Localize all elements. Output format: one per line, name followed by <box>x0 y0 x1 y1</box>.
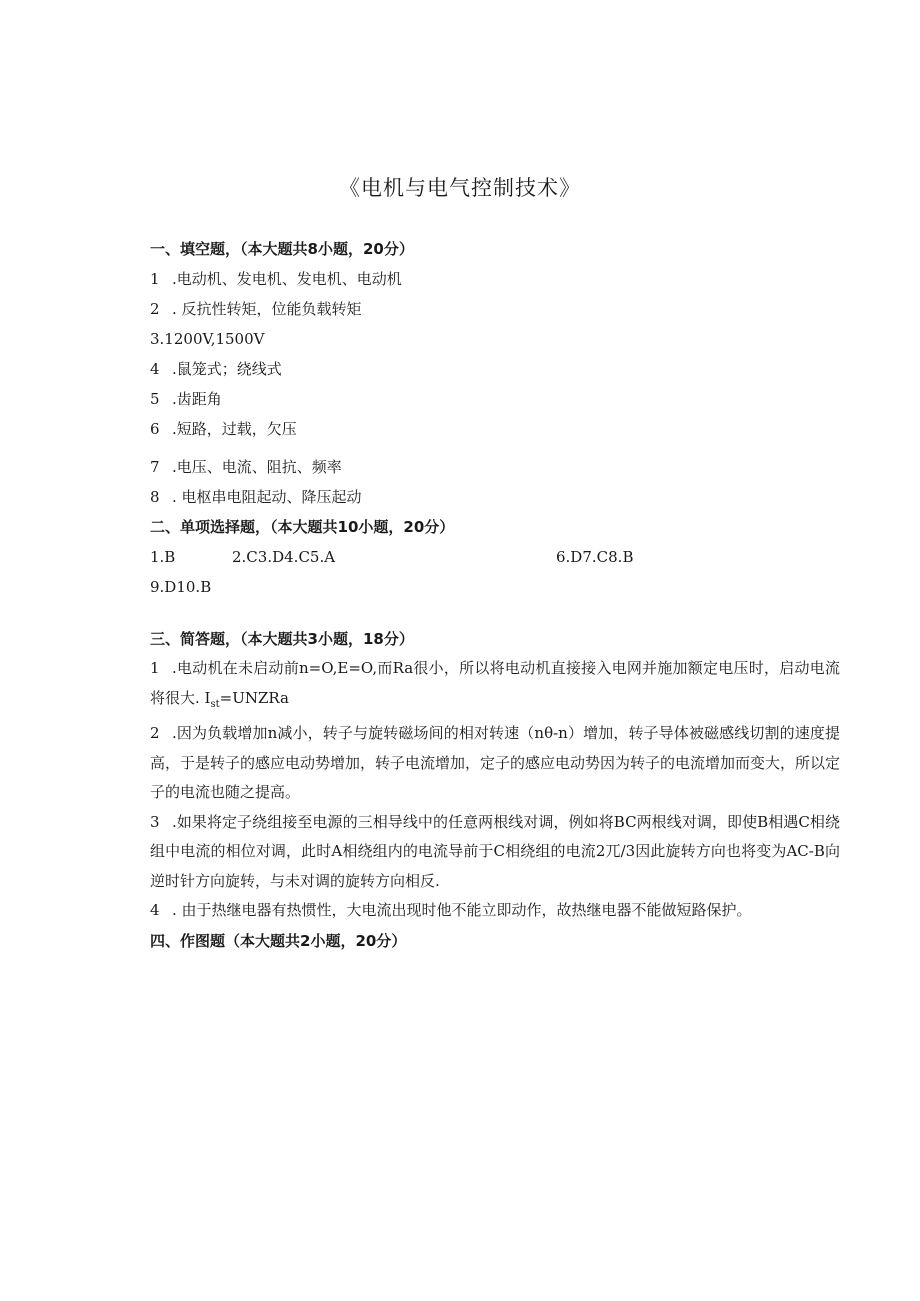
item-text: .因为负载增加n减小，转子与旋转磁场间的相对转速（nθ-n）增加，转子导体被磁感线切割的速度提高，于是转子的感应电动势增加，转子电流增加，定子的感应电动势因为转子的电流增加而变大，所以定子的电流也随之提高。 <box>150 724 841 801</box>
item-text: .如果将定子绕组接至电源的三相导线中的任意两根线对调，例如将BC两根线对调，即使B相遇C相绕组中电流的相位对调，此时A相绕组内的电流导前于C相绕组的电流2兀/3因此旋转方向也将变为AC-B向逆时针方向旋转，与未对调的旋转方向相反. <box>150 812 840 890</box>
item-number: 1 <box>150 659 160 677</box>
item-number: 6 <box>150 420 160 438</box>
fill-item-1 <box>150 264 840 294</box>
item-number: 3 <box>150 812 160 831</box>
item-number: 2 <box>150 724 160 742</box>
fill-item-3 <box>150 324 840 354</box>
item-number: 4 <box>150 360 160 378</box>
fill-item-7 <box>150 452 840 482</box>
item-text: .齿距角 <box>172 390 222 408</box>
fill-item-8 <box>150 482 840 512</box>
item-text: .电动机在未启动前n=O,E=O,而Ra很小，所以将电动机直接接入电网并施加额定电压时，启动电流将很大. I <box>150 659 840 707</box>
item-text: .短路，过载，欠压 <box>172 420 297 438</box>
choice-answer-group: 1.B <box>150 548 176 566</box>
item-text: . 电枢串电阻起动、降压起动 <box>172 488 362 506</box>
item-number: 7 <box>150 458 160 476</box>
item-number: 4 <box>150 901 160 919</box>
item-text: .电动机、发电机、发电机、电动机 <box>172 270 402 288</box>
item-number: 2 <box>150 300 160 318</box>
choice-answer-group: 6.D7.C8.B <box>556 548 634 566</box>
item-text: . 由于热继电器有热惯性，大电流出现时他不能立即动作，故热继电器不能做短路保护。 <box>172 901 752 919</box>
section3-heading: 三、简答题，（本大题共3小题，18分） <box>150 630 414 648</box>
short-answer-1 <box>150 654 840 719</box>
short-answer-3 <box>150 808 840 897</box>
item-number: 8 <box>150 488 160 506</box>
answer-content <box>150 234 840 956</box>
section1-heading: 一、填空题，（本大题共8小题，20分） <box>150 240 414 258</box>
item-number: 1 <box>150 270 160 288</box>
item-text-tail: =UNZRa <box>219 688 289 707</box>
document-title: 《电机与电气控制技术》 <box>339 176 581 200</box>
item-text: .电压、电流、阻抗、频率 <box>172 458 342 476</box>
fill-item-5 <box>150 384 840 414</box>
fill-item-2 <box>150 294 840 324</box>
section4-heading: 四、作图题（本大题共2小题，20分） <box>150 931 407 950</box>
fill-item-6 <box>150 414 840 444</box>
choice-answer-group: 2.C3.D4.C5.A <box>232 548 336 566</box>
item-text: .鼠笼式；绕线式 <box>172 360 282 378</box>
item-subscript: st <box>210 698 220 710</box>
item-text: 3.1200V,1500V <box>150 330 265 348</box>
short-answer-2 <box>150 719 840 808</box>
short-answer-4 <box>150 896 840 926</box>
section2-heading: 二、单项选择题，（本大题共10小题，20分） <box>150 518 455 536</box>
choice-answers-row-2: 9.D10.B <box>150 578 212 596</box>
fill-item-4 <box>150 354 840 384</box>
item-number: 5 <box>150 390 160 408</box>
item-text: . 反抗性转矩，位能负载转矩 <box>172 300 362 318</box>
choice-answers-row-1 <box>150 542 840 572</box>
